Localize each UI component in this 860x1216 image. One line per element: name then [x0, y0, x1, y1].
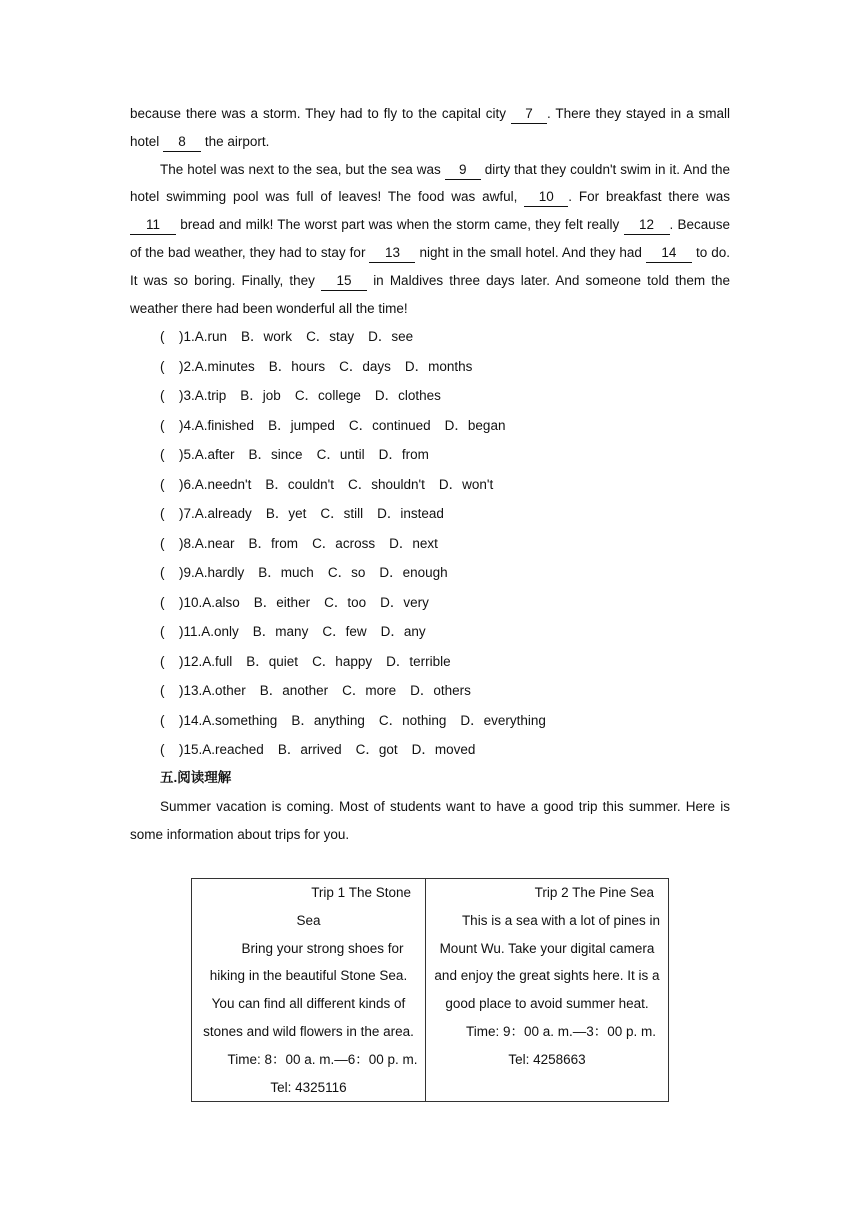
passage-text: night in the small hotel. And they had	[419, 244, 642, 260]
option-a: A.run	[194, 329, 228, 344]
option-a: A.needn't	[194, 476, 252, 492]
option-c: C．few	[322, 624, 367, 639]
trip-tel: Tel: 4258663	[508, 1051, 586, 1067]
option-a: A.also	[202, 594, 240, 610]
question-paren: (	[160, 624, 165, 639]
option-d: D．others	[410, 683, 471, 698]
question-number: )10.	[179, 594, 203, 610]
question-item	[160, 470, 730, 500]
blank-15: 15	[321, 272, 367, 291]
option-a: A.minutes	[194, 358, 255, 374]
option-b: B．another	[259, 683, 329, 698]
option-a: A.only	[201, 624, 239, 639]
option-b: B．job	[240, 388, 281, 403]
trip-time: Time: 8：00 a. m.—6：00 p. m.	[227, 1051, 418, 1067]
section-title: 五.阅读理解	[160, 770, 232, 785]
question-number: )11.	[179, 624, 202, 639]
option-d: D．won't	[438, 476, 494, 492]
question-item	[160, 617, 730, 647]
question-paren: (	[160, 742, 165, 757]
question-item	[160, 322, 730, 352]
question-number: )5.	[179, 447, 195, 462]
option-b: B．jumped	[268, 417, 335, 433]
question-list	[160, 322, 730, 765]
question-number: )4.	[179, 417, 195, 433]
question-paren: (	[160, 417, 165, 433]
blank-8: 8	[163, 133, 201, 152]
question-item	[160, 558, 730, 588]
passage-text: . There they stayed in a small hotel	[130, 106, 730, 149]
option-c: C．so	[327, 565, 366, 580]
option-d: D．terrible	[386, 653, 451, 669]
option-c: C．shouldn't	[348, 476, 425, 492]
question-paren: (	[160, 653, 165, 669]
passage-text: dirty that they couldn't swim in it. And the hotel swimming pool was full of leaves! The food was awful,	[130, 161, 730, 205]
blank-14: 14	[646, 244, 692, 263]
question-paren: (	[160, 565, 165, 580]
question-number: )1.	[179, 329, 195, 344]
option-d: D．months	[404, 358, 473, 374]
question-number: )14.	[179, 712, 203, 728]
option-c: C．stay	[306, 329, 355, 344]
option-c: C．happy	[312, 653, 373, 669]
passage-text: in Maldives three days later. And someone told them the weather there had been wonderful all the time!	[130, 272, 730, 316]
question-item	[160, 381, 730, 411]
option-c: C．continued	[348, 417, 431, 433]
option-c: C．college	[294, 388, 361, 403]
option-a: A.trip	[194, 388, 227, 403]
trip-title-continued: Sea	[296, 912, 321, 928]
question-item	[160, 440, 730, 470]
option-d: D．see	[368, 329, 414, 344]
question-number: )2.	[179, 358, 195, 374]
question-paren: (	[160, 712, 165, 728]
table-row	[192, 879, 669, 1102]
trip-title: Trip 2 The Pine Sea	[534, 885, 654, 900]
option-a: A.reached	[202, 742, 264, 757]
question-item	[160, 411, 730, 441]
option-b: B．yet	[265, 506, 307, 521]
cloze-passage	[130, 100, 730, 322]
blank-10: 10	[524, 188, 568, 207]
option-d: D．clothes	[374, 388, 441, 403]
option-a: A.other	[202, 683, 246, 698]
passage-text: to do. It was so boring. Finally, they	[130, 244, 730, 288]
trip-1-cell	[192, 879, 426, 1102]
blank-11: 11	[130, 216, 176, 235]
option-d: D．from	[378, 447, 429, 462]
question-paren: (	[160, 447, 165, 462]
option-d: D．any	[380, 624, 426, 639]
option-c: C．days	[339, 358, 391, 374]
question-paren: (	[160, 476, 165, 492]
option-b: B．quiet	[246, 653, 299, 669]
question-item	[160, 499, 730, 529]
passage-text: because there was a storm. They had to fly to the capital city	[130, 106, 507, 121]
option-b: B．anything	[291, 712, 365, 728]
passage-paragraph-1	[130, 100, 730, 156]
reading-intro	[130, 793, 730, 849]
question-item	[160, 676, 730, 706]
option-a: A.finished	[194, 417, 255, 433]
question-number: )15.	[179, 742, 203, 757]
option-c: C．too	[324, 594, 367, 610]
option-d: D．everything	[460, 712, 546, 728]
option-a: A.something	[202, 712, 278, 728]
question-item	[160, 647, 730, 677]
trip-description: This is a sea with a lot of pines in Mount Wu. Take your digital camera and enjoy the great sights here. It is a good place to avoid summer heat.	[434, 912, 661, 1012]
passage-text: bread and milk! The worst part was when the storm came, they felt really	[180, 217, 620, 233]
option-d: D．began	[444, 417, 506, 433]
option-a: A.near	[194, 535, 235, 551]
question-number: )8.	[179, 535, 195, 551]
question-item	[160, 706, 730, 736]
option-a: A.hardly	[194, 565, 245, 580]
option-b: B．from	[248, 535, 299, 551]
option-b: B．arrived	[277, 742, 342, 757]
trip-title: Trip 1 The Stone	[311, 885, 411, 900]
passage-text: . For breakfast there was	[568, 189, 730, 205]
question-item	[160, 588, 730, 618]
option-d: D．next	[389, 535, 438, 551]
option-a: A.full	[202, 653, 233, 669]
option-a: A.after	[194, 447, 235, 462]
trip-tel: Tel: 4325116	[270, 1079, 347, 1095]
blank-12: 12	[624, 216, 670, 235]
question-number: )6.	[179, 476, 195, 492]
question-paren: (	[160, 329, 165, 344]
option-d: D．very	[380, 594, 429, 610]
passage-text: The hotel was next to the sea, but the sea was	[160, 161, 441, 177]
question-paren: (	[160, 594, 165, 610]
option-c: C．nothing	[378, 712, 447, 728]
option-a: A.already	[194, 506, 252, 521]
passage-text: the airport.	[204, 133, 270, 149]
trips-table	[191, 878, 669, 1102]
blank-9: 9	[445, 161, 481, 180]
option-d: D．moved	[411, 742, 476, 757]
option-d: D．enough	[379, 565, 448, 580]
question-number: )12.	[179, 653, 203, 669]
option-c: C．across	[312, 535, 376, 551]
blank-7: 7	[511, 105, 547, 124]
trip-description: Bring your strong shoes for hiking in the beautiful Stone Sea. You can find all different kinds of stones and wild flowers in the area.	[203, 940, 414, 1039]
option-b: B．since	[248, 447, 303, 462]
option-c: C．until	[316, 447, 365, 462]
question-paren: (	[160, 506, 165, 521]
question-paren: (	[160, 388, 165, 403]
question-number: )13.	[179, 683, 203, 698]
question-number: )7.	[179, 506, 195, 521]
option-c: C．still	[320, 506, 364, 521]
option-d: D．instead	[377, 506, 444, 521]
passage-text: . Because of the bad weather, they had to stay for	[130, 217, 730, 260]
blank-13: 13	[369, 244, 415, 263]
trip-time: Time: 9：00 a. m.—3：00 p. m.	[465, 1023, 657, 1039]
question-item	[160, 735, 730, 765]
question-paren: (	[160, 683, 165, 698]
question-item	[160, 529, 730, 559]
question-number: )9.	[179, 565, 195, 580]
intro-paragraph: Summer vacation is coming. Most of students want to have a good trip this summer. Here is some information about trips for you.	[130, 799, 730, 842]
option-b: B．work	[241, 329, 293, 344]
question-number: )3.	[179, 388, 195, 403]
option-b: B．couldn't	[265, 476, 335, 492]
option-c: C．got	[355, 742, 398, 757]
option-b: B．much	[258, 565, 314, 580]
question-paren: (	[160, 358, 165, 374]
option-b: B．many	[252, 624, 309, 639]
trip-2-cell	[426, 879, 669, 1102]
option-b: B．either	[253, 594, 311, 610]
question-item	[160, 352, 730, 382]
question-paren: (	[160, 535, 165, 551]
option-c: C．more	[342, 683, 397, 698]
option-b: B．hours	[268, 358, 326, 374]
passage-paragraph-2	[130, 156, 730, 323]
